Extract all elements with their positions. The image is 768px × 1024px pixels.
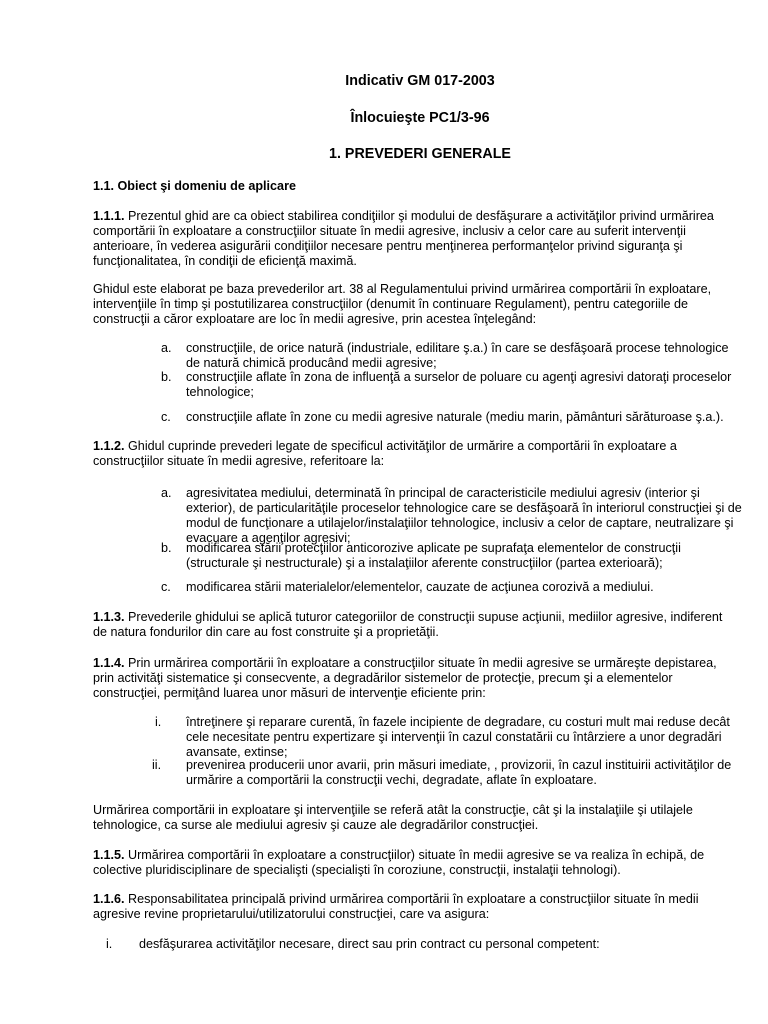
replaces-title: Înlocuieşte PC1/3-96 xyxy=(350,110,490,126)
list-item: agresivitatea mediului, determinată în principal de caracteristicile mediului agresiv (interior şi exterior), de particularităţile proceselor tehnologice care se desfăşoară în interiorul construcţiei şi de modul de funcţionare a utilajelor/instalaţiilor tehnologice, inclusiv a celor de captare, neutralizare şi evacuare a agenţilor agresivi; xyxy=(186,486,742,545)
list-item: construcţiile, de orice natură (industriale, edilitare ş.a.) în care se desfăşoară procese tehnologice de natură chimică producând medii agresive; xyxy=(186,341,729,370)
paragraph-1-1-4 xyxy=(93,656,733,701)
list-item: construcţiile aflate în zone cu medii agresive naturale (mediu marin, pământuri sărăturoase ş.a.). xyxy=(186,410,724,424)
list-item: întreţinere şi reparare curentă, în fazele incipiente de degradare, cu costuri mult mai reduse decât cele necesitate pentru expertizare şi intervenţii în cazul constatării cu întârziere a unor degradări avansate, extinse; xyxy=(186,715,730,759)
list-item: prevenirea producerii unor avarii, prin măsuri imediate, , provizorii, în cazul instituirii activităţilor de urmărire a comportării la construcţii vechi, degradate, aflate în exploatare. xyxy=(186,758,732,787)
paragraph-1-1-1 xyxy=(93,209,733,269)
paragraph-number: 1.1.6. xyxy=(93,892,125,906)
paragraph-text: Responsabilitatea principală privind urmărirea comportării în exploatare a construcţiilor situate în medii agresive revine proprietarului/utilizatorului construcţiei, care va asigura: xyxy=(93,892,699,921)
list-item: construcţiile aflate în zona de influenţă a surselor de poluare cu agenţi agresivi datoraţi proceselor tehnologice; xyxy=(186,370,732,399)
paragraph-urmarirea: Urmărirea comportării in exploatare şi intervenţiile se referă atât la construcţie, cât şi la instalaţiile şi utilajele tehnologice, ca surse ale mediului agresiv şi cauze ale degradărilor construcţiei. xyxy=(93,803,693,832)
chapter-title: 1. PREVEDERI GENERALE xyxy=(329,146,511,162)
paragraph-number: 1.1.1. xyxy=(93,209,125,223)
list-marker: i. xyxy=(106,937,113,951)
paragraph-number: 1.1.5. xyxy=(93,848,125,862)
paragraph-text: Ghidul cuprinde prevederi legate de specificul activităţilor de urmărire a comportării în exploatare a construcţiilor situate în medii agresive, referitoare la: xyxy=(93,439,677,468)
paragraph-text: Prezentul ghid are ca obiect stabilirea condiţiilor şi modului de desfăşurare a activităţilor privind urmărirea comportării în exploatare a construcţiilor situate în medii agresive, inclusiv a celor care au suferit intervenţii anterioare, în vederea asigurării condiţiilor necesare pentru menţinerea performanţelor privind siguranţa şi funcţionalitatea, în condiţii de eficienţă maximă. xyxy=(93,209,714,268)
paragraph-1-1-2 xyxy=(93,439,733,469)
indicativ-title: Indicativ GM 017-2003 xyxy=(345,73,495,89)
list-item: desfăşurarea activităţilor necesare, direct sau prin contract cu personal competent: xyxy=(139,937,600,951)
paragraph-text: Prin urmărirea comportării în exploatare a construcţiilor situate în medii agresive se urmăreşte depistarea, prin activităţi sistematice şi consecvente, a degradărilor sistemelor de protecţie, precum şi a elementelor construcţiei, permiţând luarea unor măsuri de intervenţie eficiente prin: xyxy=(93,656,717,700)
paragraph-number: 1.1.4. xyxy=(93,656,125,670)
paragraph-text: Prevederile ghidului se aplică tuturor categoriilor de construcţii supuse acţiunii, mediilor agresive, indiferent de natura fondurilor din care au fost construite şi a proprietăţii. xyxy=(93,610,723,639)
list-marker: a. xyxy=(161,341,172,355)
section-heading: 1.1. Obiect şi domeniu de aplicare xyxy=(93,179,296,193)
paragraph-1-1-3 xyxy=(93,610,733,640)
list-marker: i. xyxy=(155,715,162,729)
list-marker: b. xyxy=(161,541,172,555)
list-item: modificarea stării materialelor/elementelor, cauzate de acţiunea corozivă a mediului. xyxy=(186,580,654,594)
paragraph-number: 1.1.3. xyxy=(93,610,125,624)
paragraph-ghid: Ghidul este elaborat pe baza prevederilor art. 38 al Regulamentului privind urmărirea comportării în exploatare, intervenţiile în timp şi postutilizarea construcţiilor (denumit în continuare Regulament), pentru categoriile de construcţii a căror exploatare are loc în medii agresive, prin acestea înţelegând: xyxy=(93,282,712,326)
paragraph-1-1-5 xyxy=(93,848,733,878)
paragraph-1-1-6 xyxy=(93,892,733,922)
list-marker: c. xyxy=(161,410,171,424)
list-marker: b. xyxy=(161,370,172,384)
paragraph-number: 1.1.2. xyxy=(93,439,125,453)
paragraph-text: Urmărirea comportării în exploatare a construcţiilor) situate în medii agresive se va realiza în echipă, de colective pluridisciplinare de specialişti (specialişti în coroziune, construcţii, instalaţii tehnologi). xyxy=(93,848,705,877)
list-marker: a. xyxy=(161,486,172,500)
list-item: modificarea stării protecţiilor anticorozive aplicate pe suprafaţa elementelor de construcţii (structurale şi nestructurale) şi a instalaţiilor aferente construcţiilor (partea exterioară); xyxy=(186,541,681,570)
list-marker: c. xyxy=(161,580,171,594)
list-marker: ii. xyxy=(152,758,162,772)
